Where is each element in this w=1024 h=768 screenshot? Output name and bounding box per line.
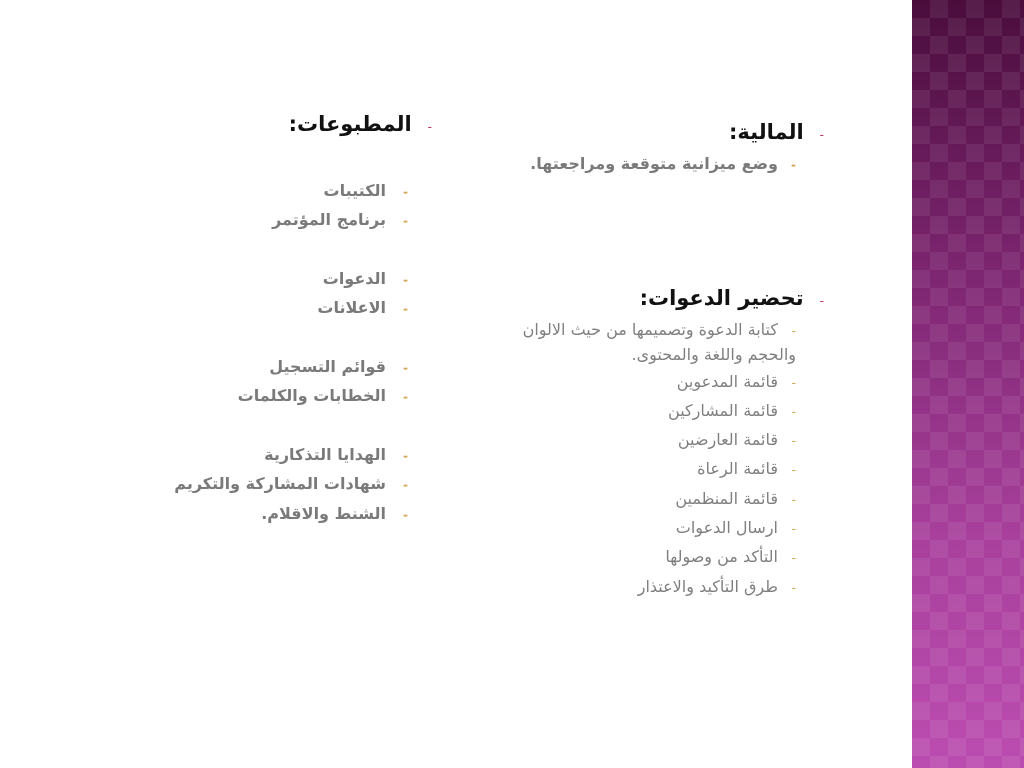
list-item: -الكتيبات — [323, 181, 408, 200]
list-item: -قوائم التسجيل — [269, 357, 408, 376]
invitations-heading: -تحضير الدعوات: — [639, 286, 824, 310]
list-item: -قائمة الرعاة — [697, 459, 796, 478]
list-item: -كتابة الدعوة وتصميمها من حيث الالوان والحجم واللغة والمحتوى. — [522, 320, 796, 364]
heading-bullet: - — [819, 294, 824, 308]
list-item: -الدعوات — [322, 269, 408, 288]
list-item: -طرق التأكيد والاعتذار — [637, 577, 796, 596]
list-item: -وضع ميزانية متوقعة ومراجعتها. — [530, 154, 796, 173]
heading-bullet: - — [819, 128, 824, 142]
list-item: -ارسال الدعوات — [675, 518, 796, 537]
list-item: -الاعلانات — [317, 298, 408, 317]
decorative-side-bar — [912, 0, 1024, 768]
printed-materials-heading: -المطبوعات: — [288, 112, 432, 136]
list-item: -قائمة المشاركين — [668, 401, 796, 420]
list-item: -شهادات المشاركة والتكريم — [174, 474, 408, 493]
list-item: -برنامج المؤتمر — [272, 210, 408, 229]
list-item: -قائمة المنظمين — [675, 489, 796, 508]
heading-bullet: - — [427, 120, 432, 134]
finance-heading: -المالية: — [729, 120, 824, 144]
list-item: -الهدايا التذكارية — [264, 445, 408, 464]
list-item: -الخطابات والكلمات — [237, 386, 408, 405]
list-item: -قائمة المدعوين — [676, 372, 796, 391]
list-item: -التأكد من وصولها — [665, 547, 796, 566]
list-item: -الشنط والاقلام. — [261, 504, 408, 523]
list-item: -قائمة العارضين — [677, 430, 796, 449]
